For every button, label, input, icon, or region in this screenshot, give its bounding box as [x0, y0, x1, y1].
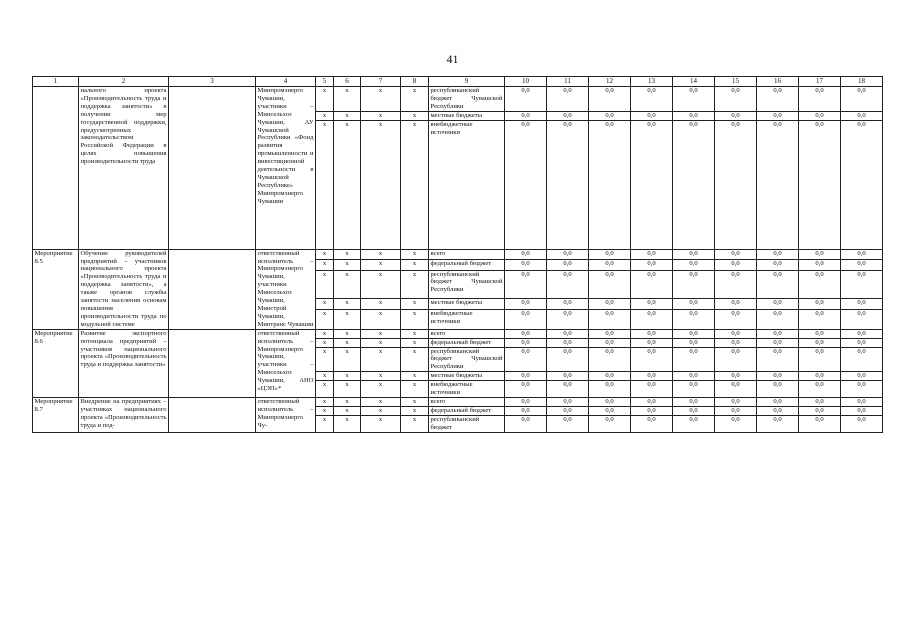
code-cell: х — [401, 347, 429, 372]
value-cell: 0,0 — [547, 415, 589, 432]
code-cell: х — [334, 120, 361, 249]
value-cell: 0,0 — [799, 406, 841, 415]
table-row — [33, 249, 883, 259]
value-cell: 0,0 — [799, 309, 841, 329]
value-cell: 0,0 — [631, 329, 673, 338]
code-cell: х — [361, 299, 401, 309]
value-cell: 0,0 — [757, 406, 799, 415]
code-cell: х — [401, 415, 429, 432]
value-cell: 0,0 — [715, 270, 757, 299]
code-cell: х — [361, 372, 401, 381]
value-cell: 0,0 — [631, 381, 673, 398]
value-cell: 0,0 — [589, 249, 631, 259]
value-cell: 0,0 — [631, 87, 673, 112]
executor: Минпромэнерго Чувашии, участники – Минсельхоз Чувашии, АУ Чувашской Республики «Фонд развития промышленности и инвестиционной деятельности в Чувашской Республике» Минпромэнерго Чувашии — [256, 87, 316, 250]
funding-source: республиканский бюджет — [429, 415, 505, 432]
funding-source: местные бюджеты — [429, 299, 505, 309]
value-cell: 0,0 — [505, 338, 547, 347]
code-cell: х — [361, 329, 401, 338]
value-cell: 0,0 — [841, 309, 883, 329]
value-cell: 0,0 — [841, 299, 883, 309]
value-cell: 0,0 — [631, 406, 673, 415]
code-cell: х — [316, 406, 334, 415]
value-cell: 0,0 — [547, 260, 589, 270]
value-cell: 0,0 — [547, 120, 589, 249]
col-header: 1 — [33, 77, 79, 87]
table-row — [33, 329, 883, 338]
code-cell: х — [401, 249, 429, 259]
col-header: 15 — [715, 77, 757, 87]
executor: ответственный исполнитель – Минпромэнерго Чувашии, участники – Минсельхоз Чувашии, АНО «ЦЭП»* — [256, 329, 316, 397]
value-cell: 0,0 — [631, 249, 673, 259]
value-cell: 0,0 — [841, 111, 883, 120]
value-cell: 0,0 — [589, 299, 631, 309]
value-cell: 0,0 — [547, 406, 589, 415]
value-cell: 0,0 — [799, 270, 841, 299]
empty-cell — [169, 87, 256, 250]
funding-source: федеральный бюджет — [429, 406, 505, 415]
value-cell: 0,0 — [757, 372, 799, 381]
col-header: 13 — [631, 77, 673, 87]
value-cell: 0,0 — [547, 338, 589, 347]
value-cell: 0,0 — [547, 329, 589, 338]
empty-cell — [169, 329, 256, 397]
value-cell: 0,0 — [505, 299, 547, 309]
value-cell: 0,0 — [505, 372, 547, 381]
value-cell: 0,0 — [715, 381, 757, 398]
funding-source: республиканский бюджет Чувашской Республики — [430, 87, 503, 110]
value-cell: 0,0 — [547, 381, 589, 398]
code-cell: х — [361, 249, 401, 259]
value-cell: 0,0 — [631, 270, 673, 299]
col-header: 16 — [757, 77, 799, 87]
value-cell: 0,0 — [673, 260, 715, 270]
executor: ответственный исполнитель – Минпромэнерго Чу- — [256, 397, 316, 432]
table-row — [33, 87, 883, 112]
table-row — [33, 397, 883, 406]
value-cell: 0,0 — [589, 406, 631, 415]
value-cell: 0,0 — [673, 87, 715, 112]
value-cell: 0,0 — [715, 309, 757, 329]
value-cell: 0,0 — [841, 270, 883, 299]
value-cell: 0,0 — [715, 260, 757, 270]
code-cell: х — [334, 415, 361, 432]
value-cell: 0,0 — [715, 299, 757, 309]
code-cell: х — [316, 111, 334, 120]
table-body — [33, 87, 883, 433]
value-cell: 0,0 — [841, 338, 883, 347]
value-cell: 0,0 — [799, 299, 841, 309]
value-cell: 0,0 — [841, 381, 883, 398]
code-cell: х — [334, 397, 361, 406]
code-cell: х — [316, 270, 334, 299]
value-cell: 0,0 — [505, 120, 547, 249]
code-cell: х — [401, 87, 429, 112]
value-cell: 0,0 — [757, 309, 799, 329]
code-cell: х — [401, 309, 429, 329]
value-cell: 0,0 — [757, 87, 799, 112]
value-cell: 0,0 — [715, 347, 757, 372]
funding-source: республиканский бюджет Чувашской Республики — [430, 347, 503, 371]
empty-cell — [169, 397, 256, 432]
value-cell: 0,0 — [673, 338, 715, 347]
code-cell: х — [334, 347, 361, 372]
code-cell: х — [334, 309, 361, 329]
code-cell: х — [361, 347, 401, 372]
value-cell: 0,0 — [505, 381, 547, 398]
col-header: 10 — [505, 77, 547, 87]
value-cell: 0,0 — [631, 309, 673, 329]
code-cell: х — [334, 381, 361, 398]
value-cell: 0,0 — [799, 111, 841, 120]
value-cell: 0,0 — [505, 309, 547, 329]
value-cell: 0,0 — [589, 381, 631, 398]
value-cell: 0,0 — [757, 270, 799, 299]
code-cell: х — [316, 87, 334, 112]
value-cell: 0,0 — [715, 111, 757, 120]
value-cell: 0,0 — [799, 260, 841, 270]
value-cell: 0,0 — [799, 415, 841, 432]
value-cell: 0,0 — [589, 270, 631, 299]
value-cell: 0,0 — [631, 372, 673, 381]
value-cell: 0,0 — [547, 270, 589, 299]
value-cell: 0,0 — [715, 406, 757, 415]
value-cell: 0,0 — [589, 260, 631, 270]
code-cell: х — [316, 309, 334, 329]
event-description: Развитие экспортного потенциала предприятий – участников национального проекта «Производительность труда и поддержка занятости» — [79, 329, 169, 397]
col-header: 5 — [316, 77, 334, 87]
funding-source: всего — [429, 249, 505, 259]
col-header: 17 — [799, 77, 841, 87]
value-cell: 0,0 — [799, 87, 841, 112]
value-cell: 0,0 — [757, 338, 799, 347]
value-cell: 0,0 — [631, 415, 673, 432]
code-cell: х — [401, 260, 429, 270]
value-cell: 0,0 — [631, 111, 673, 120]
value-cell: 0,0 — [841, 87, 883, 112]
value-cell: 0,0 — [841, 406, 883, 415]
value-cell: 0,0 — [631, 347, 673, 372]
col-header: 9 — [429, 77, 505, 87]
funding-source: федеральный бюджет — [429, 260, 505, 270]
code-cell: х — [316, 260, 334, 270]
value-cell: 0,0 — [799, 329, 841, 338]
value-cell: 0,0 — [799, 381, 841, 398]
code-cell: х — [361, 270, 401, 299]
col-header: 14 — [673, 77, 715, 87]
code-cell: х — [316, 120, 334, 249]
funding-source: федеральный бюджет — [429, 338, 505, 347]
code-cell: х — [361, 309, 401, 329]
event-code: Мероприятие 8.6 — [33, 329, 79, 397]
value-cell: 0,0 — [673, 299, 715, 309]
value-cell: 0,0 — [757, 381, 799, 398]
value-cell: 0,0 — [841, 347, 883, 372]
value-cell: 0,0 — [505, 397, 547, 406]
value-cell: 0,0 — [757, 249, 799, 259]
value-cell: 0,0 — [547, 397, 589, 406]
value-cell: 0,0 — [505, 260, 547, 270]
code-cell: х — [316, 381, 334, 398]
col-header: 3 — [169, 77, 256, 87]
value-cell: 0,0 — [715, 397, 757, 406]
value-cell: 0,0 — [673, 406, 715, 415]
value-cell: 0,0 — [673, 347, 715, 372]
value-cell: 0,0 — [715, 372, 757, 381]
value-cell: 0,0 — [673, 111, 715, 120]
col-header: 7 — [361, 77, 401, 87]
value-cell: 0,0 — [631, 299, 673, 309]
code-cell: х — [334, 270, 361, 299]
code-cell: х — [334, 406, 361, 415]
code-cell: х — [361, 260, 401, 270]
value-cell: 0,0 — [547, 309, 589, 329]
value-cell: 0,0 — [841, 329, 883, 338]
code-cell: х — [361, 120, 401, 249]
value-cell: 0,0 — [589, 111, 631, 120]
event-code: Мероприятие 8.5 — [33, 249, 79, 329]
value-cell: 0,0 — [757, 260, 799, 270]
value-cell: 0,0 — [799, 120, 841, 249]
value-cell: 0,0 — [589, 329, 631, 338]
funding-source: всего — [429, 329, 505, 338]
value-cell: 0,0 — [505, 347, 547, 372]
value-cell: 0,0 — [757, 347, 799, 372]
code-cell: х — [401, 397, 429, 406]
empty-cell — [169, 249, 256, 329]
value-cell: 0,0 — [589, 87, 631, 112]
col-header: 11 — [547, 77, 589, 87]
code-cell: х — [334, 299, 361, 309]
value-cell: 0,0 — [547, 111, 589, 120]
value-cell: 0,0 — [673, 270, 715, 299]
value-cell: 0,0 — [715, 249, 757, 259]
funding-source: республиканский бюджет Чувашской Республики — [429, 270, 505, 299]
value-cell: 0,0 — [505, 270, 547, 299]
code-cell: х — [401, 270, 429, 299]
value-cell: 0,0 — [631, 338, 673, 347]
col-header: 18 — [841, 77, 883, 87]
value-cell: 0,0 — [505, 406, 547, 415]
value-cell: 0,0 — [505, 415, 547, 432]
code-cell: х — [361, 338, 401, 347]
code-cell: х — [401, 338, 429, 347]
code-cell: х — [401, 406, 429, 415]
program-table — [32, 76, 883, 433]
code-cell: х — [401, 381, 429, 398]
value-cell: 0,0 — [589, 347, 631, 372]
value-cell: 0,0 — [757, 329, 799, 338]
value-cell: 0,0 — [799, 397, 841, 406]
code-cell: х — [316, 347, 334, 372]
event-code — [33, 87, 79, 250]
code-cell: х — [316, 372, 334, 381]
code-cell: х — [316, 249, 334, 259]
value-cell: 0,0 — [589, 372, 631, 381]
value-cell: 0,0 — [673, 309, 715, 329]
code-cell: х — [401, 111, 429, 120]
funding-source: местные бюджеты — [429, 111, 505, 120]
funding-source: внебюджетные источники — [429, 309, 505, 329]
value-cell: 0,0 — [547, 372, 589, 381]
funding-source: местные бюджеты — [429, 372, 505, 381]
code-cell: х — [334, 111, 361, 120]
value-cell: 0,0 — [589, 309, 631, 329]
value-cell: 0,0 — [505, 111, 547, 120]
event-description: нального проекта «Производительность труда и поддержка занятости» в получении мер государственной поддержки, предусмотренных законодательством Российской Федерации в целях повышения производительности труда — [79, 87, 169, 250]
code-cell: х — [316, 397, 334, 406]
value-cell: 0,0 — [841, 120, 883, 249]
value-cell: 0,0 — [799, 249, 841, 259]
code-cell: х — [361, 415, 401, 432]
value-cell: 0,0 — [673, 381, 715, 398]
value-cell: 0,0 — [505, 329, 547, 338]
value-cell: 0,0 — [673, 372, 715, 381]
code-cell: х — [334, 338, 361, 347]
value-cell: 0,0 — [841, 249, 883, 259]
code-cell: х — [361, 381, 401, 398]
value-cell: 0,0 — [505, 87, 547, 112]
value-cell: 0,0 — [799, 347, 841, 372]
code-cell: х — [401, 329, 429, 338]
value-cell: 0,0 — [505, 249, 547, 259]
code-cell: х — [334, 260, 361, 270]
column-number-row — [33, 77, 883, 87]
event-code: Мероприятие 8.7 — [33, 397, 79, 432]
value-cell: 0,0 — [631, 260, 673, 270]
event-description: Внедрение на предприятиях – участниках национального проекта «Производительность труда и под- — [79, 397, 169, 432]
value-cell: 0,0 — [715, 87, 757, 112]
col-header: 8 — [401, 77, 429, 87]
funding-source: всего — [429, 397, 505, 406]
value-cell: 0,0 — [715, 415, 757, 432]
code-cell: х — [401, 372, 429, 381]
executor: ответственный исполнитель – Минпромэнерго Чувашии, участники Минсельхоз Чувашии, Минстрой Чувашии, Минтранс Чувашии — [257, 249, 314, 328]
value-cell: 0,0 — [673, 120, 715, 249]
col-header: 12 — [589, 77, 631, 87]
code-cell: х — [361, 111, 401, 120]
value-cell: 0,0 — [757, 120, 799, 249]
value-cell: 0,0 — [547, 299, 589, 309]
code-cell: х — [401, 120, 429, 249]
value-cell: 0,0 — [799, 338, 841, 347]
code-cell: х — [361, 397, 401, 406]
value-cell: 0,0 — [673, 249, 715, 259]
value-cell: 0,0 — [841, 372, 883, 381]
value-cell: 0,0 — [631, 397, 673, 406]
code-cell: х — [316, 299, 334, 309]
value-cell: 0,0 — [673, 415, 715, 432]
code-cell: х — [334, 372, 361, 381]
col-header: 4 — [256, 77, 316, 87]
value-cell: 0,0 — [841, 260, 883, 270]
value-cell: 0,0 — [631, 120, 673, 249]
value-cell: 0,0 — [715, 329, 757, 338]
value-cell: 0,0 — [589, 397, 631, 406]
code-cell: х — [334, 329, 361, 338]
code-cell: х — [401, 299, 429, 309]
value-cell: 0,0 — [547, 87, 589, 112]
value-cell: 0,0 — [715, 338, 757, 347]
value-cell: 0,0 — [799, 372, 841, 381]
value-cell: 0,0 — [589, 415, 631, 432]
value-cell: 0,0 — [547, 249, 589, 259]
page-number: 41 — [446, 52, 459, 66]
code-cell: х — [334, 87, 361, 112]
value-cell: 0,0 — [547, 347, 589, 372]
code-cell: х — [361, 87, 401, 112]
value-cell: 0,0 — [841, 397, 883, 406]
value-cell: 0,0 — [841, 415, 883, 432]
value-cell: 0,0 — [757, 397, 799, 406]
value-cell: 0,0 — [589, 338, 631, 347]
value-cell: 0,0 — [673, 329, 715, 338]
code-cell: х — [361, 406, 401, 415]
value-cell: 0,0 — [589, 120, 631, 249]
code-cell: х — [316, 329, 334, 338]
col-header: 6 — [334, 77, 361, 87]
event-description: Обучение руководителей предприятий – участников национального проекта «Производительность труда и поддержка занятости», а также органов службы занятости населения основам повышения производительности труда по модульной системе — [80, 249, 167, 328]
code-cell: х — [334, 249, 361, 259]
value-cell: 0,0 — [673, 397, 715, 406]
value-cell: 0,0 — [757, 299, 799, 309]
value-cell: 0,0 — [757, 111, 799, 120]
funding-source: внебюджетные источники — [429, 381, 505, 398]
funding-source: внебюджетные источники — [429, 120, 505, 249]
value-cell: 0,0 — [715, 120, 757, 249]
code-cell: х — [316, 338, 334, 347]
value-cell: 0,0 — [757, 415, 799, 432]
code-cell: х — [316, 415, 334, 432]
col-header: 2 — [79, 77, 169, 87]
